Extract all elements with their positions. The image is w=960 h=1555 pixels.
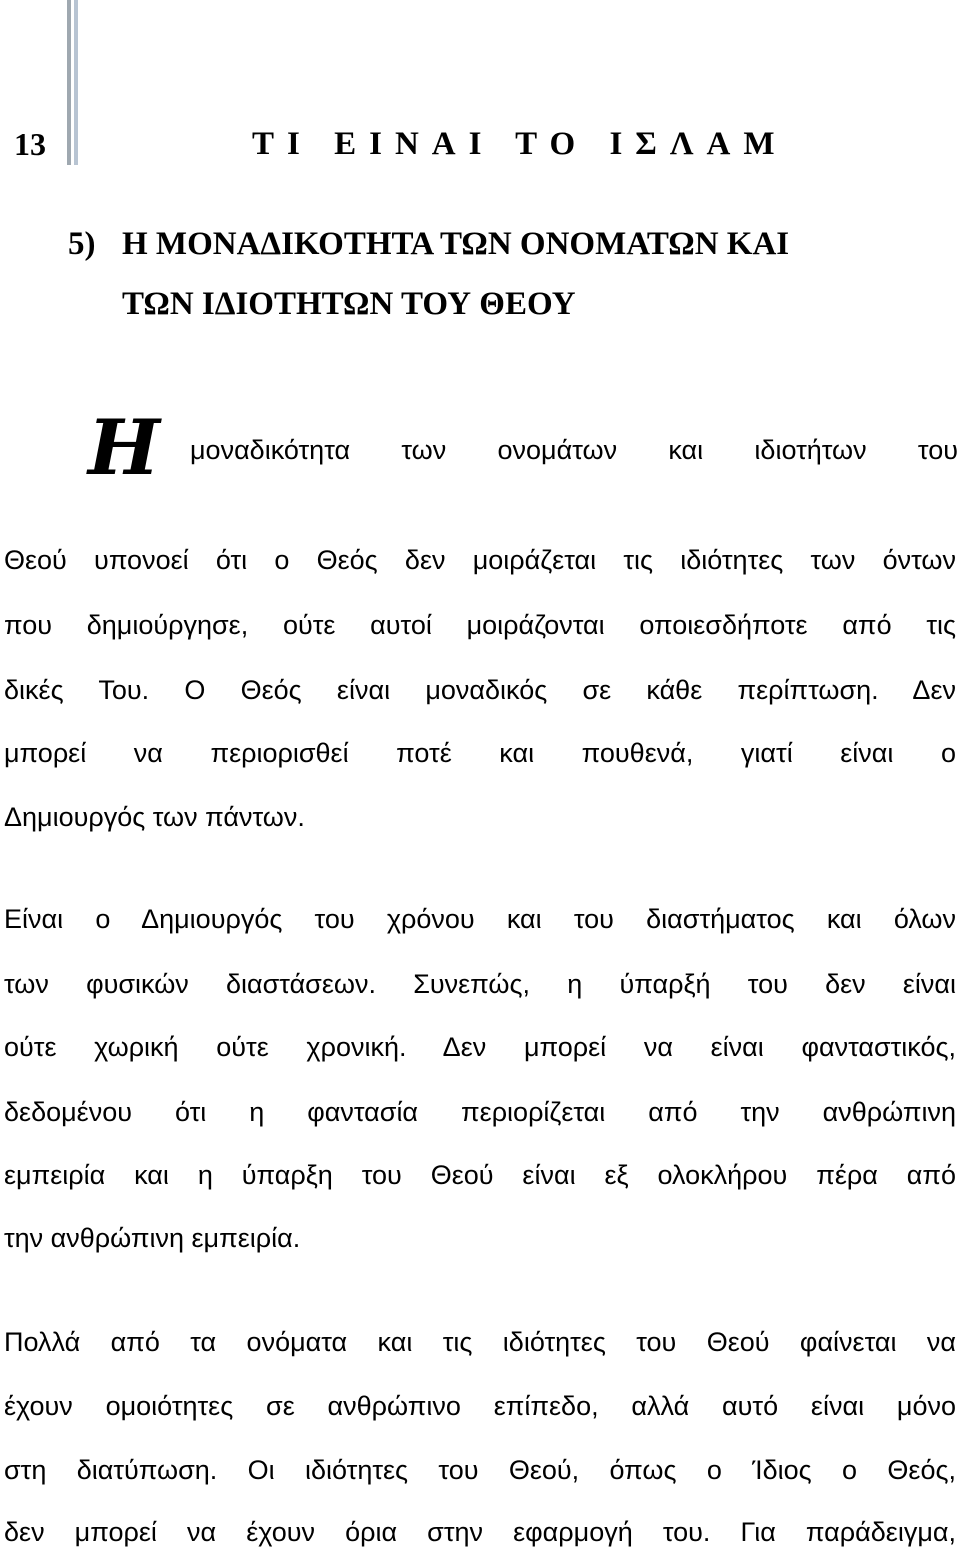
- paragraph-line: την ανθρώπινη εμπειρία.: [4, 1223, 301, 1253]
- paragraph-line: έχουν ομοιότητες σε ανθρώπινο επίπεδο, αλλά αυτό είναι μόνο: [4, 1391, 956, 1421]
- paragraph-1-first-line: μοναδικότητα των ονομάτων και ιδιοτήτων του: [190, 435, 958, 465]
- page-rule-right: [74, 0, 78, 165]
- paragraph-line: δεδομένου ότι η φαντασία περιορίζεται από την ανθρώπινη: [4, 1097, 956, 1127]
- paragraph-line: που δημιούργησε, ούτε αυτοί μοιράζονται οποιεσδήποτε από τις: [4, 610, 956, 640]
- paragraph-line: Πολλά από τα ονόματα και τις ιδιότητες του Θεού φαίνεται να: [4, 1327, 956, 1357]
- paragraph-line: ούτε χωρική ούτε χρονική. Δεν μπορεί να είναι φανταστικός,: [4, 1032, 956, 1062]
- paragraph-line: Είναι ο Δημιουργός του χρόνου και του διαστήματος και όλων: [4, 904, 956, 934]
- paragraph-line: στη διατύπωση. Οι ιδιότητες του Θεού, όπως ο Ίδιος ο Θεός,: [4, 1455, 956, 1485]
- paragraph-line: Δημιουργός των πάντων.: [4, 802, 305, 832]
- paragraph-line: εμπειρία και η ύπαρξη του Θεού είναι εξ ολοκλήρου πέρα από: [4, 1160, 956, 1190]
- paragraph-line: των φυσικών διαστάσεων. Συνεπώς, η ύπαρξή του δεν είναι: [4, 969, 956, 999]
- drop-cap: Η: [88, 403, 160, 492]
- running-title: ΤΙ ΕΙΝΑΙ ΤΟ ΙΣΛΑΜ: [252, 126, 788, 162]
- section-title-line: ΤΩΝ ΙΔΙΟΤΗΤΩΝ ΤΟΥ ΘΕΟΥ: [122, 286, 576, 322]
- paragraph-line: μπορεί να περιορισθεί ποτέ και πουθενά, γιατί είναι ο: [4, 738, 956, 768]
- paragraph-line: δικές Του. Ο Θεός είναι μοναδικός σε κάθε περίπτωση. Δεν: [4, 675, 956, 705]
- page-rule-left: [67, 0, 71, 165]
- paragraph-line: Θεού υπονοεί ότι ο Θεός δεν μοιράζεται τις ιδιότητες των όντων: [4, 545, 956, 575]
- page-number: 13: [14, 126, 46, 162]
- section-number: 5): [68, 226, 96, 262]
- section-title-line: Η ΜΟΝΑΔΙΚΟΤΗΤΑ ΤΩΝ ΟΝΟΜΑΤΩΝ ΚΑΙ: [122, 226, 790, 262]
- paragraph-line: δεν μπορεί να έχουν όρια στην εφαρμογή του. Για παράδειγμα,: [4, 1517, 956, 1547]
